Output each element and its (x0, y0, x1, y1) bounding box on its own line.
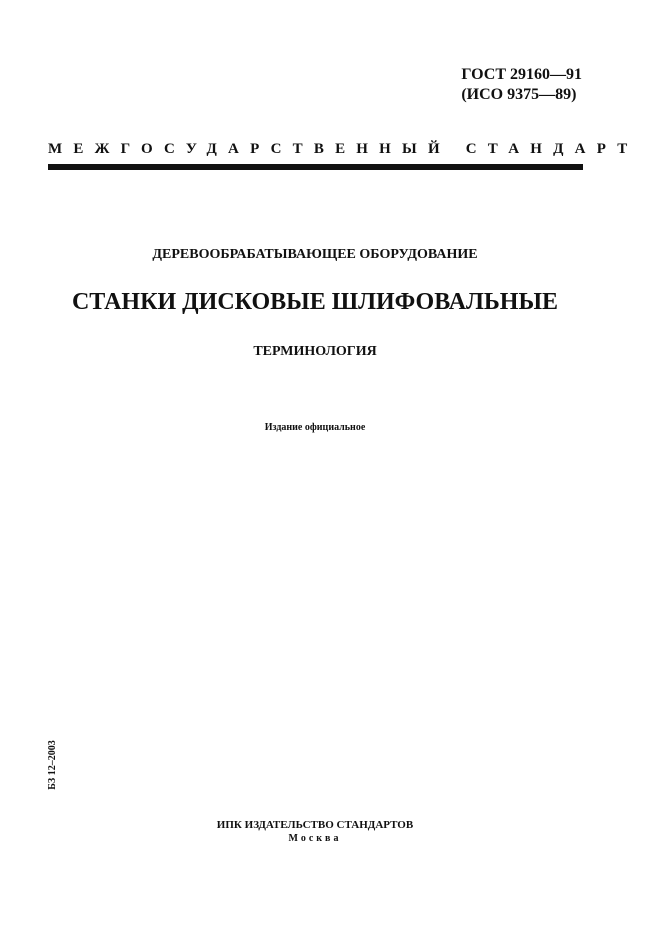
subject-heading: ДЕРЕВООБРАБАТЫВАЮЩЕЕ ОБОРУДОВАНИЕ (152, 247, 478, 262)
standard-number-block (461, 65, 582, 105)
publisher-name: ИПК ИЗДАТЕЛЬСТВО СТАНДАРТОВ (216, 819, 414, 831)
iso-equivalent: (ИСО 9375—89) (461, 86, 577, 103)
interstate-standard-label: МЕЖГОСУДАРСТВЕННЫЙ СТАНДАРТ (48, 141, 639, 157)
side-mark (45, 735, 61, 795)
main-title: СТАНКИ ДИСКОВЫЕ ШЛИФОВАЛЬНЫЕ (71, 289, 559, 315)
edition-note: Издание официальное (264, 422, 366, 433)
standard-number: ГОСТ 29160—91 (461, 66, 582, 83)
publisher-city: Москва (288, 833, 342, 844)
subtitle: ТЕРМИНОЛОГИЯ (253, 344, 377, 359)
side-mark-text: БЗ 12–2003 (47, 740, 58, 790)
header-divider (48, 164, 583, 170)
